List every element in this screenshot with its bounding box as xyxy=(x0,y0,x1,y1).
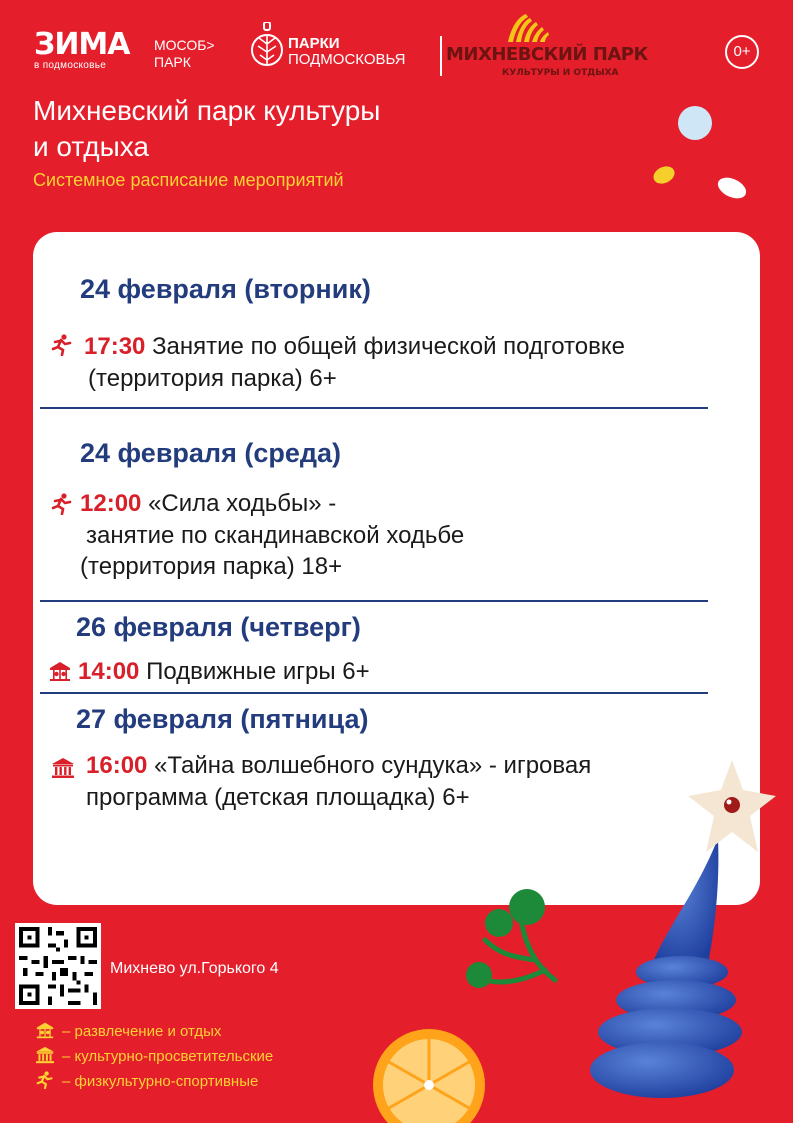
runner-icon xyxy=(50,493,74,515)
separator xyxy=(40,407,708,409)
zima-logo-sub: в подмосковье xyxy=(34,60,107,71)
day-title-3: 26 февраля (четверг) xyxy=(76,612,361,642)
christmas-tree-illustration xyxy=(590,760,790,1123)
mikhnevsky-park-logo xyxy=(440,10,648,82)
park-logo-sub: КУЛЬТУРЫ И ОТДЫХА xyxy=(502,68,619,78)
berry-branch-illustration xyxy=(455,885,565,1000)
carousel-icon xyxy=(48,660,72,682)
zima-logo-text: ЗИМА xyxy=(34,27,130,62)
event-2-line3: (территория парка) 18+ xyxy=(80,553,343,580)
day-title-2: 24 февраля (среда) xyxy=(80,438,341,468)
day-title-4: 27 февраля (пятница) xyxy=(76,704,369,734)
orange-slice-illustration xyxy=(372,1025,487,1123)
parks-line1: ПАРКИ xyxy=(288,35,340,52)
event-4-line1 xyxy=(86,750,591,781)
decorative-dots xyxy=(640,95,760,215)
leaf-ornament-icon xyxy=(250,22,284,70)
mosobpark-logo xyxy=(154,37,215,71)
event-4-time: 16:00 xyxy=(86,752,148,779)
legend-sport xyxy=(34,1071,258,1090)
event-3-text: Подвижные игры 6+ xyxy=(146,658,370,685)
qr-code[interactable] xyxy=(15,923,101,1009)
page-title xyxy=(33,93,553,165)
museum-icon xyxy=(34,1046,56,1064)
runner-icon xyxy=(50,334,74,356)
address: Михнево ул.Горького 4 xyxy=(110,960,279,977)
day-title-1: 24 февраля (вторник) xyxy=(80,274,371,304)
runner-icon xyxy=(34,1071,56,1089)
event-2-line2: занятие по скандинавской ходьбе xyxy=(86,522,465,549)
age-rating-badge: 0+ xyxy=(725,35,759,69)
legend-cultural xyxy=(34,1046,273,1065)
zima-logo xyxy=(34,27,130,71)
logo-divider xyxy=(440,36,442,76)
event-3-time: 14:00 xyxy=(78,658,140,685)
separator xyxy=(40,600,708,602)
park-logo-title: МИХНЕВСКИЙ ПАРК xyxy=(446,44,648,65)
parks-line2: ПОДМОСКОВЬЯ xyxy=(288,51,406,68)
sun-arcs-icon xyxy=(506,10,550,42)
event-2-line1 xyxy=(80,488,336,519)
museum-icon xyxy=(51,757,75,779)
carousel-icon xyxy=(34,1021,56,1039)
legend-label: – культурно-просветительские xyxy=(62,1048,274,1065)
parks-logo xyxy=(250,22,406,75)
legend-entertainment xyxy=(34,1021,221,1040)
event-1-text: Занятие по общей физической подготовке xyxy=(152,333,625,360)
event-4-line2: программа (детская площадка) 6+ xyxy=(86,784,470,811)
page-title-line1: Михневский парк культуры xyxy=(33,95,381,126)
legend-label: – физкультурно-спортивные xyxy=(62,1073,259,1090)
mosob-line2: ПАРК xyxy=(154,54,191,70)
event-1-line2: (территория парка) 6+ xyxy=(88,365,337,392)
event-1-line1 xyxy=(84,331,625,362)
page-subtitle: Системное расписание мероприятий xyxy=(33,170,344,190)
mosob-line1: МОСОБ> xyxy=(154,37,215,53)
legend-label: – развлечение и отдых xyxy=(62,1023,222,1040)
event-2-time: 12:00 xyxy=(80,490,142,517)
event-1-time: 17:30 xyxy=(84,333,146,360)
event-2-text: «Сила ходьбы» - xyxy=(148,490,337,517)
event-3-line1 xyxy=(78,656,370,687)
page-title-line2: и отдыха xyxy=(33,131,149,162)
event-4-text: «Тайна волшебного сундука» - игровая xyxy=(154,752,592,779)
separator xyxy=(40,692,708,694)
